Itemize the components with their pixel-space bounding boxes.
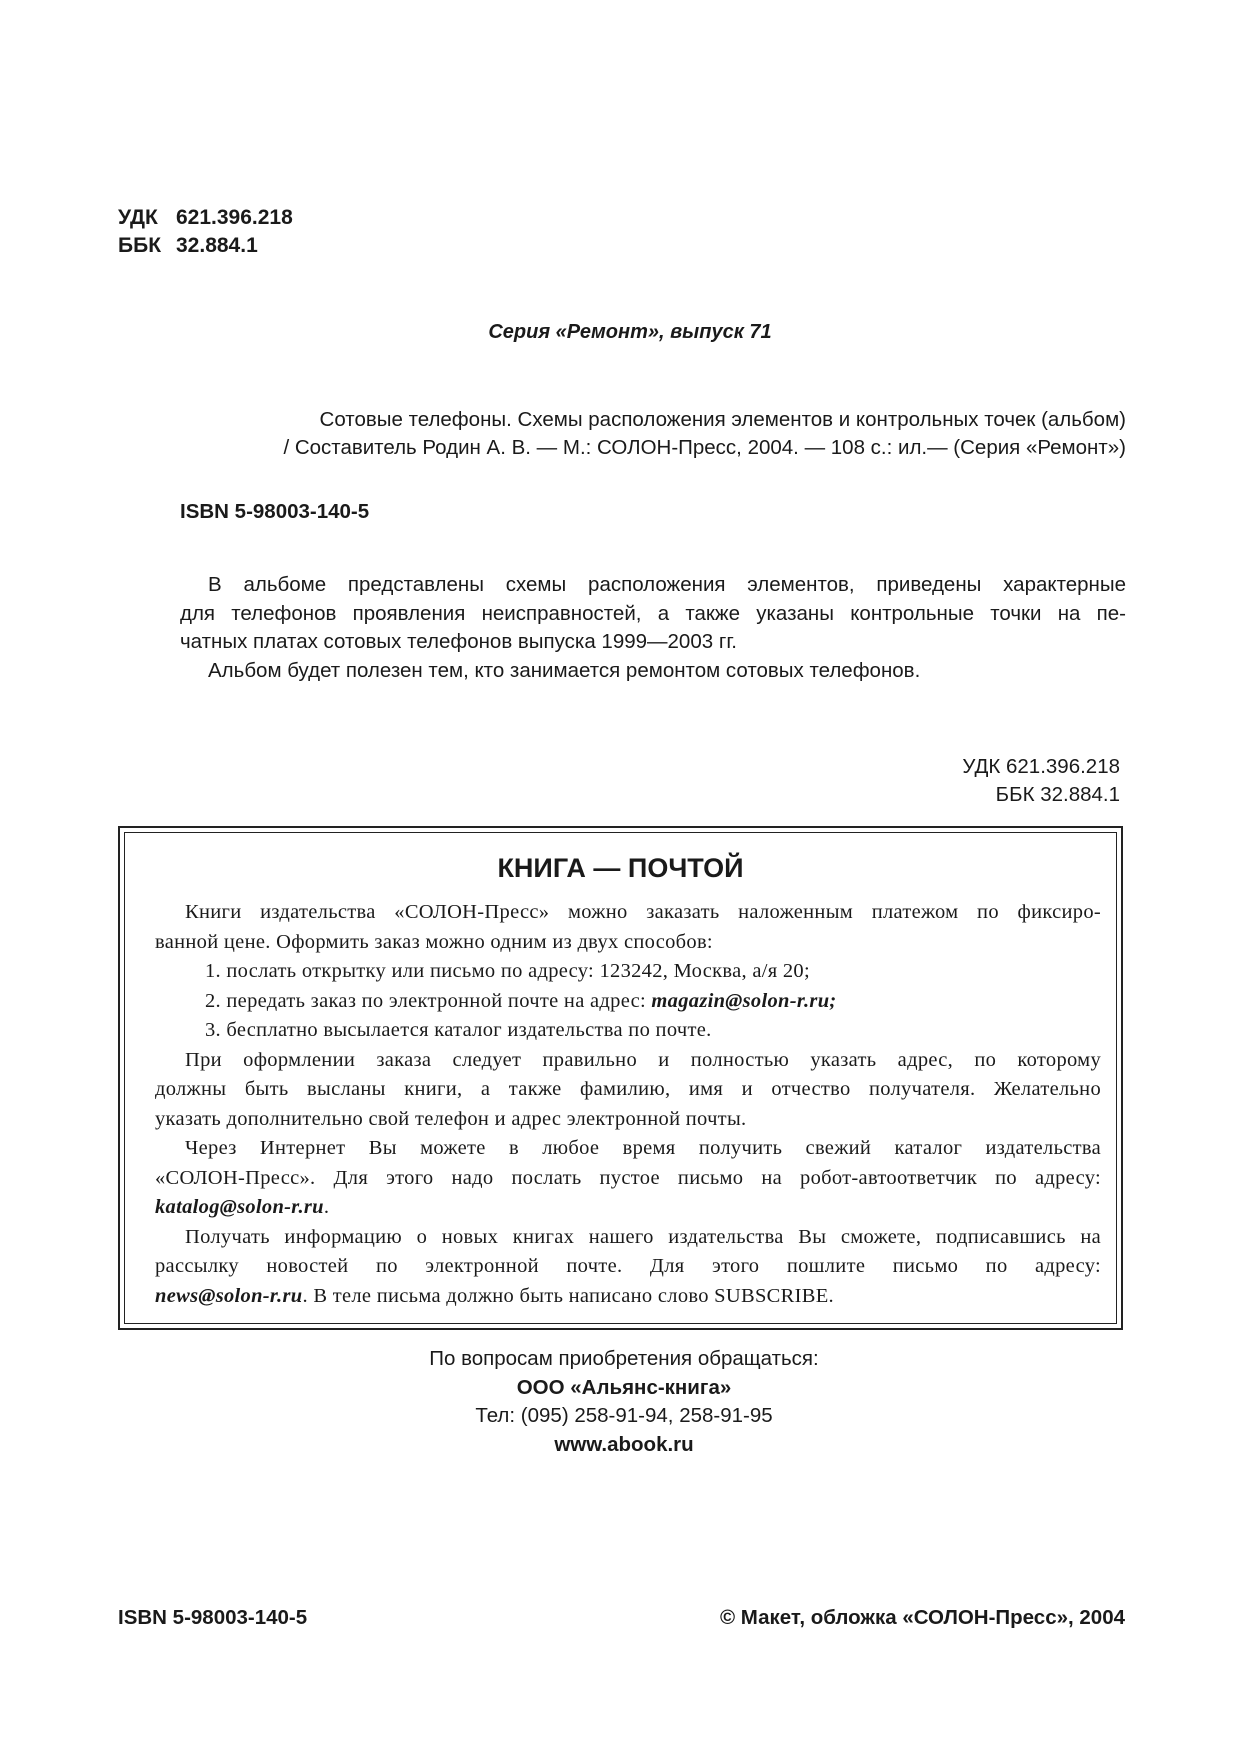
series-title: Серия «Ремонт», выпуск 71 — [488, 321, 772, 343]
order-news-line-2: рассылку новостей по электронной почте. Для этого пошлите письмо по адресу: — [155, 1255, 1101, 1277]
bbk-label: ББК — [118, 234, 162, 257]
order-news-line-1: Получать информацию о новых книгах нашего издательства Вы сможете, подписавшись на — [185, 1225, 1101, 1248]
book-by-mail-inner-frame — [124, 832, 1117, 1324]
book-by-mail-text — [155, 898, 1101, 1311]
book-by-mail-box — [118, 826, 1123, 1330]
order-internet-line-3 — [155, 1193, 1101, 1223]
biblio-line-2: / Составитель Родин А. В. — М.: СОЛОН-Пресс, 2004. — 108 с.: ил.— (Серия «Ремонт») — [283, 436, 1126, 459]
abstract-line-2: для телефонов проявления неисправностей, а также указаны контрольные точки на пе- — [180, 601, 1126, 625]
order-item-3: 3. бесплатно высылается каталог издательства по почте. — [205, 1019, 712, 1041]
book-by-mail-title: КНИГА — ПОЧТОЙ — [497, 853, 744, 883]
magazin-email-link[interactable]: magazin@solon-r.ru; — [651, 989, 837, 1012]
purchase-contacts — [0, 1345, 1240, 1459]
udk-row — [118, 204, 293, 232]
bbk-right: ББК 32.884.1 — [995, 783, 1120, 806]
classification-codes-right — [880, 753, 1120, 809]
order-item-1: 1. послать открытку или письмо по адресу: 123242, Москва, а/я 20; — [205, 960, 810, 982]
katalog-email-link[interactable]: katalog@solon-r.ru — [155, 1196, 324, 1218]
contacts-website-link[interactable]: www.abook.ru — [554, 1432, 694, 1456]
abstract-paragraph-2: Альбом будет полезен тем, кто занимается ремонтом сотовых телефонов. — [208, 658, 921, 682]
order-internet-end: . — [323, 1196, 330, 1218]
order-item-2-text: 2. передать заказ по электронной почте на адрес: — [205, 989, 652, 1012]
order-note-line-2: должны быть высланы книги, а также фамилию, имя и отчество получателя. Желательно — [155, 1078, 1101, 1100]
contacts-phone: Тел: (095) 258-91-94, 258-91-95 — [475, 1404, 773, 1427]
order-intro-line-2: ванной цене. Оформить заказ можно одним из двух способов: — [155, 930, 713, 953]
order-intro-line-1: Книги издательства «СОЛОН-Пресс» можно заказать наложенным платежом по фиксиро- — [185, 901, 1101, 923]
isbn-footer: ISBN 5-98003-140-5 — [118, 1606, 308, 1629]
order-internet-line-1: Через Интернет Вы можете в любое время получить свежий каталог издательства — [185, 1137, 1101, 1159]
classification-codes-top — [118, 204, 293, 260]
abstract — [180, 571, 1126, 685]
udk-right: УДК 621.396.218 — [962, 755, 1120, 778]
abstract-line-1: В альбоме представлены схемы расположения элементов, приведены характерные — [208, 573, 1126, 596]
bbk-value: 32.884.1 — [176, 234, 258, 257]
isbn-mid: ISBN 5-98003-140-5 — [180, 500, 370, 523]
bibliographic-description — [180, 406, 1126, 462]
order-note-line-3: указать дополнительно свой телефон и адрес электронной почты. — [155, 1107, 747, 1130]
udk-value: 621.396.218 — [176, 206, 293, 229]
order-internet-line-2: «СОЛОН-Пресс». Для этого надо послать пустое письмо на робот-автоответчик по адресу: — [155, 1166, 1101, 1189]
order-item-2 — [155, 987, 1101, 1017]
order-news-line-3 — [155, 1282, 1101, 1312]
copyright-notice: © Макет, обложка «СОЛОН-Пресс», 2004 — [719, 1606, 1125, 1629]
news-email-link[interactable]: news@solon-r.ru — [155, 1284, 303, 1307]
biblio-line-1: Сотовые телефоны. Схемы расположения элементов и контрольных точек (альбом) — [319, 408, 1126, 431]
order-note-line-1: При оформлении заказа следует правильно и полностью указать адрес, по которому — [185, 1048, 1101, 1071]
abstract-line-3: чатных платах сотовых телефонов выпуска 1999—2003 гг. — [180, 630, 737, 653]
bbk-row — [118, 232, 293, 260]
contacts-company: ООО «Альянс-книга» — [516, 1375, 732, 1399]
udk-label: УДК — [118, 206, 158, 229]
contacts-heading: По вопросам приобретения обращаться: — [429, 1347, 819, 1370]
order-news-end: . В теле письма должно быть написано слово SUBSCRIBE. — [302, 1284, 834, 1307]
